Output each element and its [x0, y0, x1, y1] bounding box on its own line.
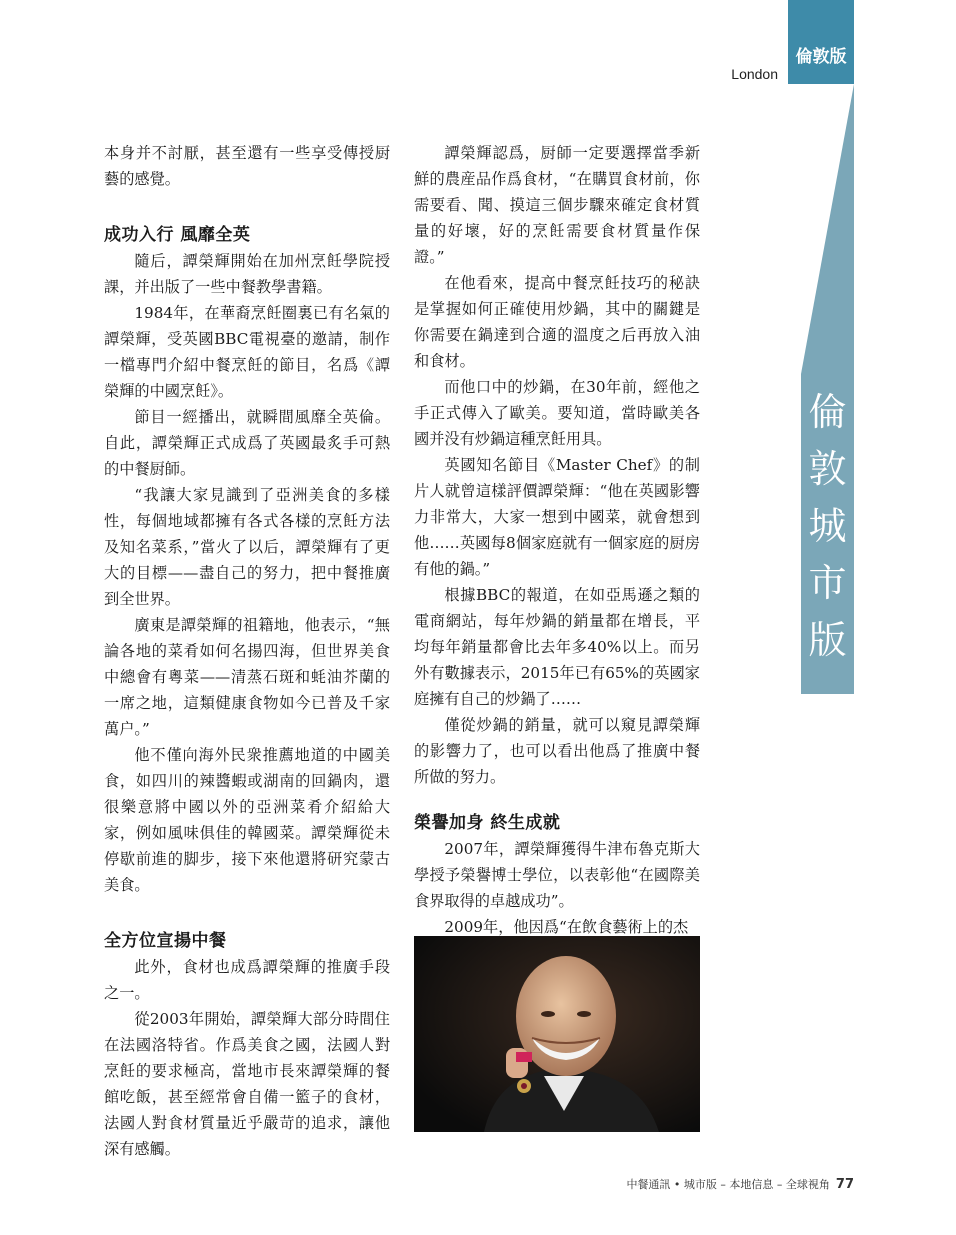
- paragraph: “我讓大家見識到了亞洲美食的多樣性，每個地域都擁有各式各樣的烹飪方法及知名菜系，”當火了以后，譚榮輝有了更大的目標——盡自己的努力，把中餐推廣到全世界。: [104, 486, 390, 608]
- side-banner-text: [801, 384, 854, 669]
- side-char: 城: [808, 504, 847, 548]
- paragraph: 譚榮輝認爲，厨師一定要選擇當季新鮮的農産品作爲食材，“在購買食材前，你需要看、聞、摸這三個步驟來確定食材質量的好壞，好的烹飪需要食材質量作保證。”: [414, 144, 700, 266]
- paragraph: 從2003年開始，譚榮輝大部分時間住在法國洛特省。作爲美食之國，法國人對烹飪的要求極高，當地市長來譚榮輝的餐館吃飯，甚至經常會自備一籃子的食材，法國人對食材質量近乎嚴苛的追求，讓他深有感觸。: [104, 1010, 390, 1158]
- paragraph: 而他口中的炒鍋，在30年前，經他之手正式傳入了歐美。要知道，當時歐美各國并没有炒鍋這種烹飪用具。: [414, 378, 700, 448]
- page-footer: [626, 1176, 854, 1192]
- paragraph: 他不僅向海外民衆推薦地道的中國美食，如四川的辣醬蝦或湖南的回鍋肉，還很樂意將中國以外的亞洲菜肴介紹給大家，例如風味俱佳的韓國菜。譚榮輝從未停歇前進的脚步，接下來他還將研究蒙古美食。: [104, 746, 390, 894]
- paragraph: 在他看來，提高中餐烹飪技巧的秘訣是掌握如何正確使用炒鍋，其中的關鍵是你需要在鍋達到合適的溫度之后再放入油和食材。: [414, 274, 700, 370]
- page-number: 77: [835, 1177, 854, 1192]
- paragraph: 1984年，在華裔烹飪圈裏已有名氣的譚榮輝，受英國BBC電視臺的邀請，制作一檔專門介紹中餐烹飪的節目，名爲《譚榮輝的中國烹飪》。: [104, 304, 390, 400]
- paragraph: 2009年，他因爲“在飲食藝術上的杰: [444, 918, 689, 936]
- paragraph: 廣東是譚榮輝的祖籍地，他表示，“無論各地的菜肴如何名揚四海，但世界美食中總會有粵菜——清蒸石斑和蚝油芥蘭的一席之地，這類健康食物如今已普及千家萬户。”: [104, 616, 390, 738]
- portrait-photo: [414, 936, 700, 1132]
- left-column: [104, 140, 390, 1162]
- portrait-illustration: [414, 936, 700, 1132]
- paragraph: 僅從炒鍋的銷量，就可以窺見譚榮輝的影響力了，也可以看出他爲了推廣中餐所做的努力。: [414, 716, 700, 786]
- footer-text: 中餐通訊 • 城市版 – 本地信息 – 全球視角: [626, 1178, 830, 1191]
- paragraph: 英國知名節目《Master Chef》的制片人就曾這樣評價譚榮輝：“他在英國影響力非常大，大家一想到中國菜，就會想到他……英國每8個家庭就有一個家庭的厨房有他的鍋。”: [414, 456, 700, 578]
- paragraph: 隨后，譚榮輝開始在加州烹飪學院授課，并出版了一些中餐教學書籍。: [104, 252, 390, 296]
- city-label: London: [731, 66, 778, 82]
- side-char: 敦: [808, 447, 847, 491]
- section-heading: 成功入行 風靡全英: [104, 225, 251, 245]
- side-char: 倫: [808, 390, 847, 434]
- paragraph: 節目一經播出，就瞬間風靡全英倫。自此，譚榮輝正式成爲了英國最炙手可熱的中餐厨師。: [104, 408, 390, 478]
- right-column: [414, 140, 700, 940]
- edition-tab-label: 倫敦版: [795, 47, 847, 67]
- section-heading: 全方位宣揚中餐: [104, 931, 227, 951]
- section-heading: 榮譽加身 終生成就: [414, 813, 561, 833]
- paragraph: 2007年，譚榮輝獲得牛津布魯克斯大學授予榮譽博士學位，以表彰他“在國際美食界取得的卓越成功”。: [414, 840, 700, 910]
- side-char: 版: [808, 618, 847, 662]
- side-char: 市: [808, 561, 847, 605]
- paragraph: 此外，食材也成爲譚榮輝的推廣手段之一。: [104, 958, 390, 1002]
- paragraph: 根據BBC的報道，在如亞馬遜之類的電商網站，每年炒鍋的銷量都在增長，平均每年銷量都會比去年多40%以上。而另外有數據表示，2015年已有65%的英國家庭擁有自己的炒鍋了……: [414, 586, 700, 708]
- edition-tab: [788, 0, 854, 84]
- paragraph: 本身并不討厭，甚至還有一些享受傳授厨藝的感覺。: [104, 144, 390, 188]
